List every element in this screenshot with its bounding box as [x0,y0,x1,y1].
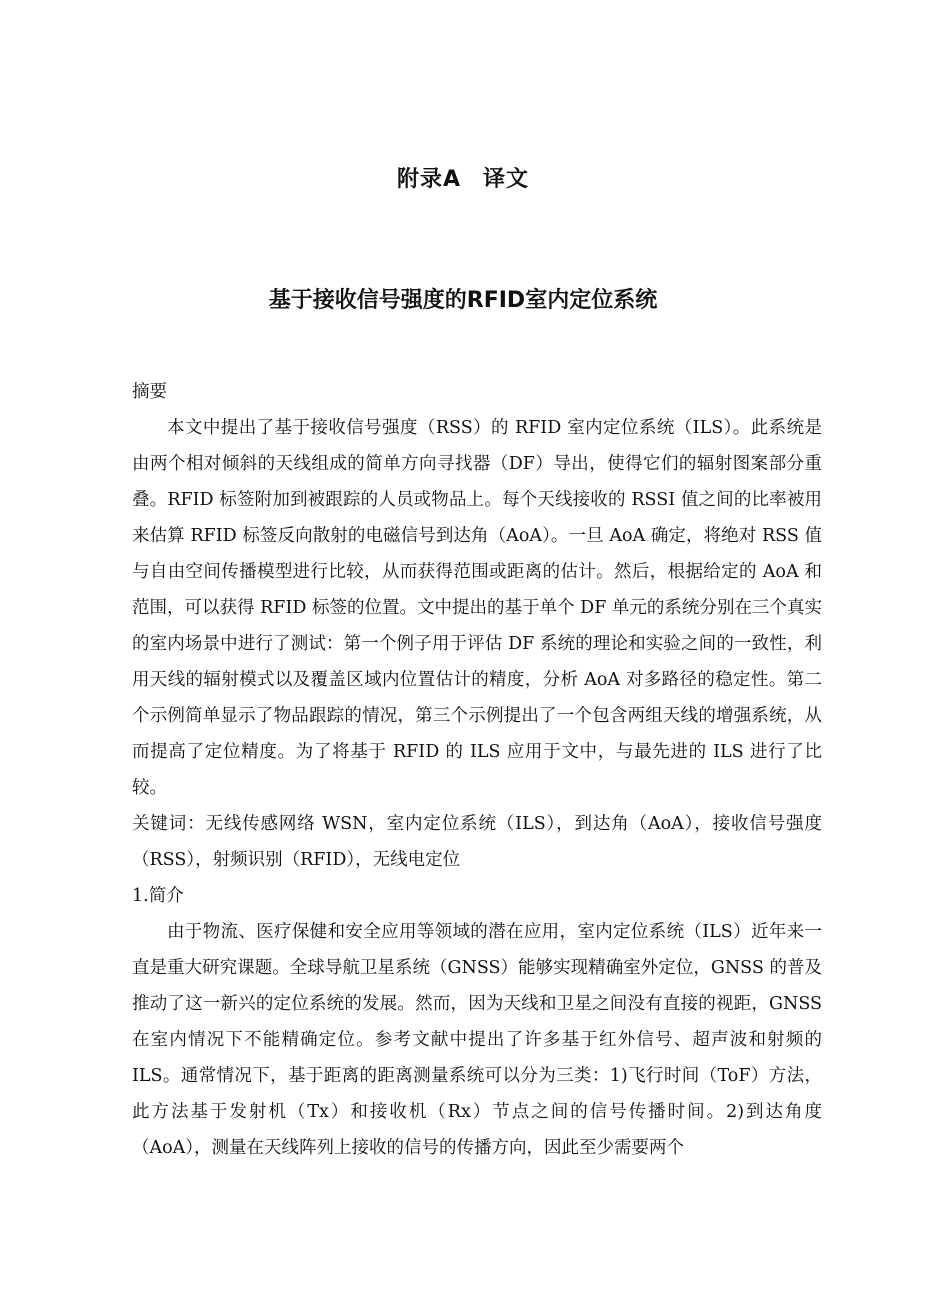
paper-title: 基于接收信号强度的RFID室内定位系统 [268,288,658,313]
abstract-heading: 摘要 [132,382,167,402]
introduction-heading: 1.简介 [132,886,184,906]
appendix-title: 译文 [483,167,530,192]
abstract-paragraph: 本文中提出了基于接收信号强度（RSS）的 RFID 室内定位系统（ILS）。此系统是由两个相对倾斜的天线组成的简单方向寻找器（DF）导出，使得它们的辐射图案部分重叠。RFID 标签附加到被跟踪的人员或物品上。每个天线接收的 RSSI 值之间的比率被用来估算 RFID 标签反向散射的电磁信号到达角（AoA）。一旦 AoA 确定，将绝对 RSS 值与自由空间传播模型进行比较，从而获得范围或距离的估计。然后，根据给定的 AoA 和范围，可以获得 RFID 标签的位置。文中提出的基于单个 DF 单元的系统分别在三个真实的室内场景中进行了测试：第一个例子用于评估 DF 系统的理论和实验之间的一致性，利用天线的辐射模式以及覆盖区域内位置估计的精度，分析 AoA 对多路径的稳定性。第二个示例简单显示了物品跟踪的情况，第三个示例提出了一个包含两组天线的增强系统，从而提高了定位精度。为了将基于 RFID 的 ILS 应用于文中，与最先进的 ILS 进行了比较。 [132,418,822,798]
introduction-paragraph: 由于物流、医疗保健和安全应用等领域的潜在应用，室内定位系统（ILS）近年来一直是重大研究课题。全球导航卫星系统（GNSS）能够实现精确室外定位，GNSS 的普及推动了这一新兴的定位系统的发展。然而，因为天线和卫星之间没有直接的视距，GNSS 在室内情况下不能精确定位。参考文献中提出了许多基于红外信号、超声波和射频的 ILS。通常情况下，基于距离的距离测量系统可以分为三类：1)飞行时间（ToF）方法，此方法基于发射机（Tx）和接收机（Rx）节点之间的信号传播时间。2)到达角度（AoA），测量在天线阵列上接收的信号的传播方向，因此至少需要两个 [132,922,822,1158]
appendix-heading [0,162,926,193]
body-text [132,374,822,1166]
appendix-label: 附录A [396,167,461,192]
keywords-paragraph: 关键词：无线传感网络 WSN，室内定位系统（ILS），到达角（AoA），接收信号强度（RSS），射频识别（RFID），无线电定位 [132,814,822,870]
